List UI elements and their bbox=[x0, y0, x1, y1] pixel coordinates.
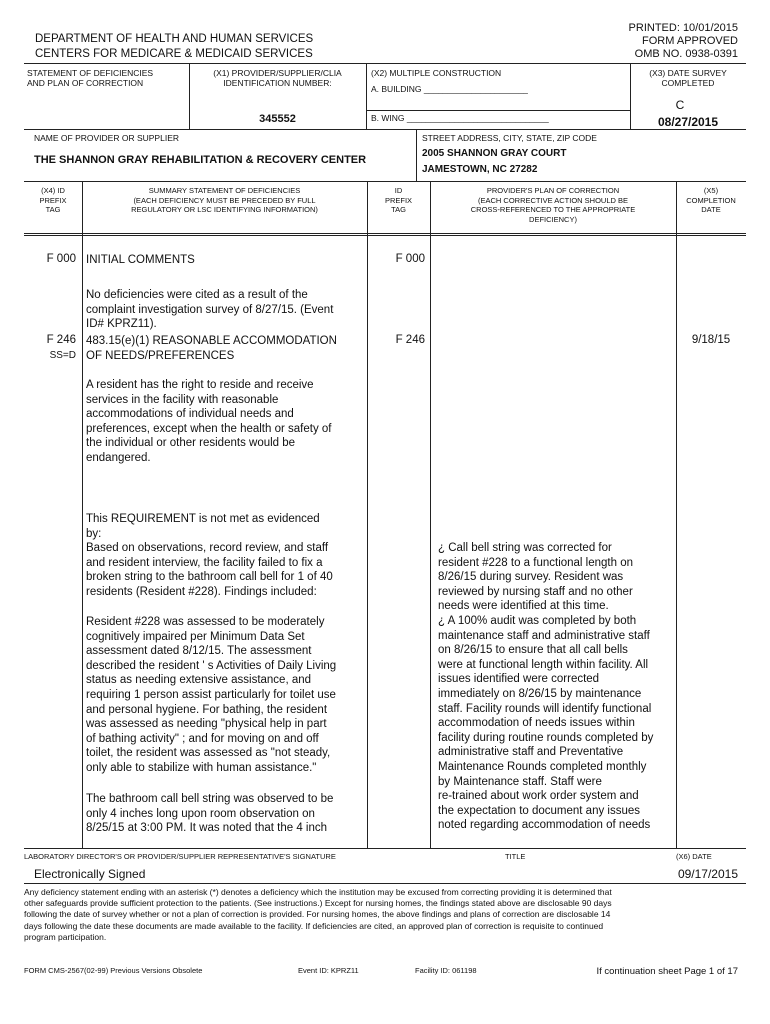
resident-assessment: Resident #228 was assessed to be moderately cognitively impaired per Minimum Data Set assessment dated 8/12/15. The assessment described the resident ' s Activities of Daily Living status as needing extensive assistance, and requiring 1 person assist particularly for toilet use and personal hygiene. For bathing, the resident was assessed as needing "physical help in part of bathing activity" ; and for moving on and off toilet, the resident was assessed as "not steady, only able to stabilize with human assistance." bbox=[86, 616, 337, 774]
plan-header: PROVIDER'S PLAN OF CORRECTION (EACH CORRECTIVE ACTION SHOULD BE CROSS-REFERENCED TO THE APPROPRIATE DEFICIENCY) bbox=[470, 186, 636, 224]
rule bbox=[24, 233, 746, 234]
signature-label: LABORATORY DIRECTOR'S OR PROVIDER/SUPPLIER REPRESENTATIVE'S SIGNATURE bbox=[24, 852, 336, 861]
wing-field: B. WING ______________________________ bbox=[371, 113, 549, 123]
tag-f246: F 246 bbox=[46, 334, 76, 346]
statement-label: STATEMENT OF DEFICIENCIES AND PLAN OF CORRECTION bbox=[27, 68, 154, 88]
rule bbox=[366, 63, 367, 129]
provider-name: THE SHANNON GRAY REHABILITATION & RECOVERY CENTER bbox=[34, 154, 367, 166]
x2-label: (X2) MULTIPLE CONSTRUCTION bbox=[371, 68, 502, 78]
rule bbox=[24, 129, 746, 130]
x5-header: (X5) COMPLETION DATE bbox=[686, 186, 736, 214]
rule bbox=[82, 181, 83, 848]
agency-title: CENTERS FOR MEDICARE & MEDICAID SERVICES bbox=[35, 48, 313, 60]
observation-text: The bathroom call bell string was observed to be only 4 inches long upon room observation on 8/25/15 at 3:00 PM. It was noted that the 4 inch bbox=[86, 793, 334, 835]
survey-code: C bbox=[675, 98, 685, 112]
event-id: Event ID: KPRZ11 bbox=[298, 966, 359, 975]
tag-f000: F 000 bbox=[46, 253, 76, 265]
initial-comments-heading: INITIAL COMMENTS bbox=[86, 254, 195, 266]
id-tag-f246: F 246 bbox=[395, 334, 425, 346]
address-label: STREET ADDRESS, CITY, STATE, ZIP CODE bbox=[422, 133, 597, 143]
facility-id: Facility ID: 061198 bbox=[415, 966, 477, 975]
page-number: If continuation sheet Page 1 of 17 bbox=[596, 966, 738, 977]
form-approved: FORM APPROVED bbox=[642, 35, 738, 47]
summary-header: SUMMARY STATEMENT OF DEFICIENCIES (EACH DEFICIENCY MUST BE PRECEDED BY FULL REGULATORY OR LSC IDENTIFYING INFORMATION) bbox=[131, 186, 318, 214]
signature-date: 09/17/2015 bbox=[677, 867, 738, 881]
department-title: DEPARTMENT OF HEALTH AND HUMAN SERVICES bbox=[35, 33, 314, 45]
provider-name-label: NAME OF PROVIDER OR SUPPLIER bbox=[34, 133, 179, 143]
omb-number: OMB NO. 0938-0391 bbox=[634, 48, 738, 60]
plan-of-correction-text: ¿ Call bell string was corrected for resident #228 to a functional length on 8/26/15 during survey. Resident was reviewed by nursing staff and no other needs were identified at this time. ¿ A 100% audit was completed by both maintenance staff and administrative staff on 8/26/15 to ensure that all call bells were at functional length within facility. All issues identified were corrected immediately on 8/26/15 by maintenance staff. Facility rounds will identify functional accommodation of needs issues within facility during routine rounds completed by administrative staff and Preventative Maintenance Rounds completed monthly by Maintenance staff. Staff were re-trained about work order system and the expectation to document any issues noted regarding accommodation of needs bbox=[438, 542, 654, 832]
signature-value: Electronically Signed bbox=[34, 867, 146, 881]
finding-intro: This REQUIREMENT is not met as evidenced by: Based on observations, record review, and staff and resident interview, the facility failed to fix a broken string to the bathroom call bell for 1 of 40 residents (Resident #228). Findings included: bbox=[86, 513, 333, 598]
signature-date-label: (X6) DATE bbox=[676, 852, 712, 861]
title-label: TITLE bbox=[505, 852, 526, 861]
initial-comments-text: No deficiencies were cited as a result of the complaint investigation survey of 8/27/15. (Event ID# KPRZ11). bbox=[86, 289, 334, 331]
provider-number: 345552 bbox=[259, 113, 296, 125]
x4-header: (X4) ID PREFIX TAG bbox=[39, 186, 67, 214]
city-state-zip: JAMESTOWN, NC 27282 bbox=[422, 164, 538, 175]
rule bbox=[430, 181, 431, 848]
x1-label: (X1) PROVIDER/SUPPLIER/CLIA IDENTIFICATION NUMBER: bbox=[213, 68, 342, 88]
regulation-text: A resident has the right to reside and receive services in the facility with reasonable accommodations of individual needs and preferences, except when the health or safety of the individual or other residents would be endangered. bbox=[86, 379, 332, 464]
rule bbox=[366, 110, 630, 111]
street-address: 2005 SHANNON GRAY COURT bbox=[422, 148, 567, 159]
rule bbox=[676, 181, 677, 848]
id-header: ID PREFIX TAG bbox=[384, 186, 413, 214]
disclaimer-text: Any deficiency statement ending with an asterisk (*) denotes a deficiency which the institution may be excused from correcting providing it is determined that other safeguards provide sufficient protection to the patients. (See instructions.) Except for nursing homes, the findings stated above are disclosable 90 days following the date of survey whether or not a plan of correction is provided. For nursing homes, the above findings and plans of correction are disclosable 14 days following the date these documents are made available to the facility. If deficiencies are cited, an approved plan of correction is requisite to continued program participation. bbox=[24, 887, 612, 942]
rule bbox=[24, 848, 746, 849]
building-field: A. BUILDING ______________________ bbox=[371, 84, 528, 94]
printed-date: PRINTED: 10/01/2015 bbox=[628, 22, 738, 34]
rule bbox=[24, 883, 746, 884]
rule bbox=[24, 235, 746, 236]
completion-date: 9/18/15 bbox=[691, 334, 731, 346]
f246-heading: 483.15(e)(1) REASONABLE ACCOMMODATION OF NEEDS/PREFERENCES bbox=[86, 335, 337, 362]
rule bbox=[416, 129, 417, 181]
form-number: FORM CMS-2567(02-99) Previous Versions Obsolete bbox=[24, 966, 203, 975]
scope-severity: SS=D bbox=[49, 350, 76, 361]
rule bbox=[24, 181, 746, 182]
x3-label: (X3) DATE SURVEY COMPLETED bbox=[649, 68, 727, 88]
rule bbox=[367, 181, 368, 848]
id-tag-f000: F 000 bbox=[395, 253, 425, 265]
rule bbox=[24, 63, 746, 64]
survey-date: 08/27/2015 bbox=[657, 115, 719, 129]
